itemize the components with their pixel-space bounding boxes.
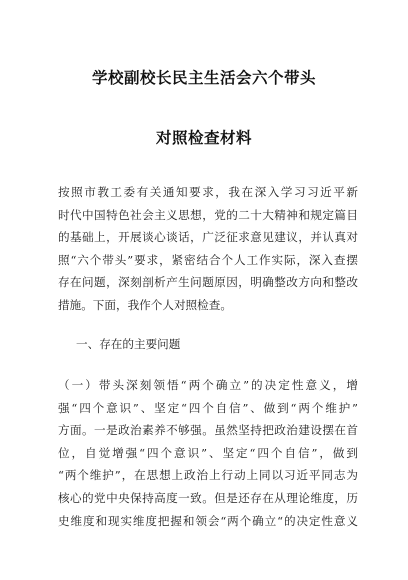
text-line: 按照市教工委有关通知要求，我在深入学习习近平新 xyxy=(58,185,358,199)
document-title-line-2: 对照检查材料 xyxy=(155,128,252,147)
text-line: 方面。一是政治素养不够强。虽然坚持把政治建设摆在首 xyxy=(58,423,358,438)
intro-paragraph xyxy=(58,181,358,317)
text-line: 史维度和现实维度把握和领会“两个确立“的决定性意义 xyxy=(58,513,358,528)
text-line: 时代中国特色社会主义思想，党的二十大精神和规定篇目 xyxy=(58,207,358,222)
text-line: 存在问题，深刻剖析产生问题原因，明确整改方向和整改 xyxy=(58,275,358,290)
text-line: 的基础上，开展谈心谈话，广泛征求意见建议，并认真对 xyxy=(58,230,358,245)
section-heading: 一、存在的主要问题 xyxy=(76,337,181,351)
text-line: 位，自觉增强“四个意识”、坚定“四个自信”，做到 xyxy=(58,445,358,460)
text-line: 照“六个带头”要求，紧密结合个人工作实际，深入查摆 xyxy=(58,252,358,267)
document-title-line-1: 学校副校长民主生活会六个带头 xyxy=(91,68,316,87)
text-line: “两个维护”，在思想上政治上行动上同以习近平同志为 xyxy=(58,468,358,483)
text-line: 强“四个意识”、坚定“四个自信”、做到“两个维护” xyxy=(58,400,358,415)
subsection-paragraph xyxy=(58,374,358,532)
text-line: 措施。下面，我作个人对照检查。 xyxy=(58,297,232,312)
text-line: 核心的党中央保持高度一致。但是还存在从理论维度，历 xyxy=(58,490,358,505)
text-line: （一）带头深刻领悟“两个确立”的决定性意义，增 xyxy=(58,378,358,392)
